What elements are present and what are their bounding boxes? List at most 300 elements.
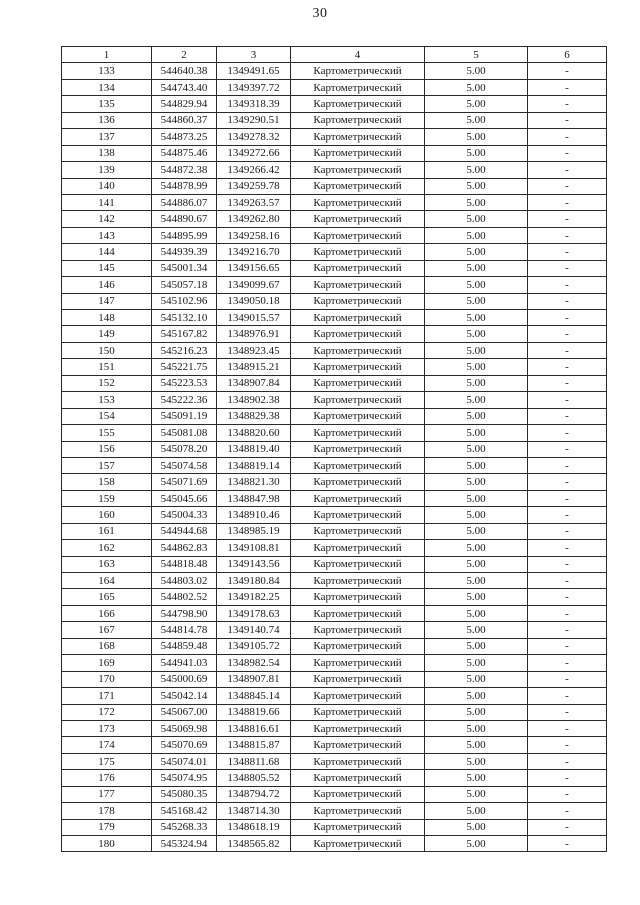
y-coordinate-cell: 1349258.16: [217, 227, 291, 243]
y-coordinate-cell: 1349318.39: [217, 96, 291, 112]
x-coordinate-cell: 544743.40: [152, 79, 217, 95]
y-coordinate-cell: 1349397.72: [217, 79, 291, 95]
table-row: [62, 162, 607, 178]
table-row: [62, 112, 607, 128]
description-cell: -: [528, 129, 607, 145]
description-cell: -: [528, 589, 607, 605]
table-row: [62, 178, 607, 194]
accuracy-cell: 5.00: [425, 803, 528, 819]
description-cell: -: [528, 622, 607, 638]
point-number-cell: 142: [62, 211, 152, 227]
description-cell: -: [528, 457, 607, 473]
method-cell: Картометрический: [291, 605, 425, 621]
method-cell: Картометрический: [291, 441, 425, 457]
y-coordinate-cell: 1348845.14: [217, 688, 291, 704]
accuracy-cell: 5.00: [425, 408, 528, 424]
table-row: [62, 260, 607, 276]
accuracy-cell: 5.00: [425, 359, 528, 375]
point-number-cell: 137: [62, 129, 152, 145]
method-cell: Картометрический: [291, 112, 425, 128]
point-number-cell: 147: [62, 293, 152, 309]
accuracy-cell: 5.00: [425, 194, 528, 210]
x-coordinate-cell: 544829.94: [152, 96, 217, 112]
accuracy-cell: 5.00: [425, 129, 528, 145]
x-coordinate-cell: 545216.23: [152, 342, 217, 358]
y-coordinate-cell: 1349290.51: [217, 112, 291, 128]
table-row: [62, 638, 607, 654]
table-row: [62, 375, 607, 391]
accuracy-cell: 5.00: [425, 227, 528, 243]
x-coordinate-cell: 544802.52: [152, 589, 217, 605]
point-number-cell: 144: [62, 244, 152, 260]
point-number-cell: 179: [62, 819, 152, 835]
description-cell: -: [528, 474, 607, 490]
point-number-cell: 146: [62, 277, 152, 293]
point-number-cell: 175: [62, 753, 152, 769]
description-cell: -: [528, 162, 607, 178]
accuracy-cell: 5.00: [425, 819, 528, 835]
point-number-cell: 176: [62, 770, 152, 786]
description-cell: -: [528, 786, 607, 802]
method-cell: Картометрический: [291, 737, 425, 753]
point-number-cell: 171: [62, 688, 152, 704]
accuracy-cell: 5.00: [425, 474, 528, 490]
accuracy-cell: 5.00: [425, 260, 528, 276]
table-row: [62, 293, 607, 309]
accuracy-cell: 5.00: [425, 63, 528, 79]
x-coordinate-cell: 545045.66: [152, 490, 217, 506]
point-number-cell: 150: [62, 342, 152, 358]
accuracy-cell: 5.00: [425, 112, 528, 128]
accuracy-cell: 5.00: [425, 589, 528, 605]
accuracy-cell: 5.00: [425, 753, 528, 769]
description-cell: -: [528, 277, 607, 293]
description-cell: -: [528, 556, 607, 572]
description-cell: -: [528, 244, 607, 260]
x-coordinate-cell: 544873.25: [152, 129, 217, 145]
y-coordinate-cell: 1348714.30: [217, 803, 291, 819]
method-cell: Картометрический: [291, 688, 425, 704]
table-row: [62, 523, 607, 539]
method-cell: Картометрический: [291, 145, 425, 161]
method-cell: Картометрический: [291, 425, 425, 441]
description-cell: -: [528, 79, 607, 95]
point-number-cell: 140: [62, 178, 152, 194]
description-cell: -: [528, 671, 607, 687]
table-row: [62, 277, 607, 293]
accuracy-cell: 5.00: [425, 277, 528, 293]
description-cell: -: [528, 178, 607, 194]
accuracy-cell: 5.00: [425, 737, 528, 753]
method-cell: Картометрический: [291, 786, 425, 802]
y-coordinate-cell: 1348907.81: [217, 671, 291, 687]
description-cell: -: [528, 342, 607, 358]
point-number-cell: 135: [62, 96, 152, 112]
y-coordinate-cell: 1348821.30: [217, 474, 291, 490]
table-row: [62, 605, 607, 621]
y-coordinate-cell: 1348816.61: [217, 720, 291, 736]
table-row: [62, 704, 607, 720]
description-cell: -: [528, 260, 607, 276]
x-coordinate-cell: 545000.69: [152, 671, 217, 687]
accuracy-cell: 5.00: [425, 655, 528, 671]
point-number-cell: 165: [62, 589, 152, 605]
y-coordinate-cell: 1348815.87: [217, 737, 291, 753]
table-header: [62, 47, 607, 63]
table-row: [62, 589, 607, 605]
description-cell: -: [528, 523, 607, 539]
point-number-cell: 145: [62, 260, 152, 276]
y-coordinate-cell: 1349015.57: [217, 310, 291, 326]
method-cell: Картометрический: [291, 803, 425, 819]
x-coordinate-cell: 544798.90: [152, 605, 217, 621]
x-coordinate-cell: 544818.48: [152, 556, 217, 572]
table-row: [62, 441, 607, 457]
description-cell: -: [528, 425, 607, 441]
accuracy-cell: 5.00: [425, 425, 528, 441]
description-cell: -: [528, 737, 607, 753]
point-number-cell: 133: [62, 63, 152, 79]
description-cell: -: [528, 408, 607, 424]
y-coordinate-cell: 1349182.25: [217, 589, 291, 605]
table-row: [62, 227, 607, 243]
x-coordinate-cell: 545168.42: [152, 803, 217, 819]
description-cell: -: [528, 819, 607, 835]
description-cell: -: [528, 375, 607, 391]
point-number-cell: 159: [62, 490, 152, 506]
column-header-6: 6: [528, 47, 607, 63]
y-coordinate-cell: 1348976.91: [217, 326, 291, 342]
accuracy-cell: 5.00: [425, 688, 528, 704]
description-cell: -: [528, 490, 607, 506]
point-number-cell: 158: [62, 474, 152, 490]
method-cell: Картометрический: [291, 227, 425, 243]
accuracy-cell: 5.00: [425, 326, 528, 342]
table-row: [62, 244, 607, 260]
x-coordinate-cell: 544939.39: [152, 244, 217, 260]
point-number-cell: 170: [62, 671, 152, 687]
point-number-cell: 172: [62, 704, 152, 720]
y-coordinate-cell: 1348618.19: [217, 819, 291, 835]
accuracy-cell: 5.00: [425, 523, 528, 539]
x-coordinate-cell: 545091.19: [152, 408, 217, 424]
description-cell: -: [528, 211, 607, 227]
point-number-cell: 156: [62, 441, 152, 457]
table-row: [62, 737, 607, 753]
table-row: [62, 408, 607, 424]
accuracy-cell: 5.00: [425, 162, 528, 178]
description-cell: -: [528, 655, 607, 671]
table-row: [62, 688, 607, 704]
accuracy-cell: 5.00: [425, 540, 528, 556]
x-coordinate-cell: 545081.08: [152, 425, 217, 441]
column-header-1: 1: [62, 47, 152, 63]
y-coordinate-cell: 1348902.38: [217, 392, 291, 408]
y-coordinate-cell: 1349180.84: [217, 573, 291, 589]
x-coordinate-cell: 544803.02: [152, 573, 217, 589]
y-coordinate-cell: 1348794.72: [217, 786, 291, 802]
column-header-4: 4: [291, 47, 425, 63]
table-row: [62, 556, 607, 572]
method-cell: Картометрический: [291, 622, 425, 638]
method-cell: Картометрический: [291, 457, 425, 473]
table-row: [62, 96, 607, 112]
description-cell: -: [528, 720, 607, 736]
y-coordinate-cell: 1349143.56: [217, 556, 291, 572]
y-coordinate-cell: 1348982.54: [217, 655, 291, 671]
x-coordinate-cell: 544814.78: [152, 622, 217, 638]
description-cell: -: [528, 507, 607, 523]
x-coordinate-cell: 544944.68: [152, 523, 217, 539]
column-header-5: 5: [425, 47, 528, 63]
y-coordinate-cell: 1348819.40: [217, 441, 291, 457]
description-cell: -: [528, 227, 607, 243]
method-cell: Картометрический: [291, 326, 425, 342]
description-cell: -: [528, 326, 607, 342]
description-cell: -: [528, 63, 607, 79]
table-row: [62, 753, 607, 769]
column-header-3: 3: [217, 47, 291, 63]
point-number-cell: 157: [62, 457, 152, 473]
method-cell: Картометрический: [291, 63, 425, 79]
y-coordinate-cell: 1349140.74: [217, 622, 291, 638]
description-cell: -: [528, 359, 607, 375]
point-number-cell: 163: [62, 556, 152, 572]
y-coordinate-cell: 1348915.21: [217, 359, 291, 375]
x-coordinate-cell: 544941.03: [152, 655, 217, 671]
x-coordinate-cell: 545221.75: [152, 359, 217, 375]
point-number-cell: 174: [62, 737, 152, 753]
point-number-cell: 177: [62, 786, 152, 802]
x-coordinate-cell: 545069.98: [152, 720, 217, 736]
x-coordinate-cell: 545004.33: [152, 507, 217, 523]
point-number-cell: 149: [62, 326, 152, 342]
accuracy-cell: 5.00: [425, 145, 528, 161]
method-cell: Картометрический: [291, 540, 425, 556]
method-cell: Картометрический: [291, 359, 425, 375]
table-row: [62, 671, 607, 687]
accuracy-cell: 5.00: [425, 704, 528, 720]
x-coordinate-cell: 545222.36: [152, 392, 217, 408]
method-cell: Картометрический: [291, 836, 425, 852]
y-coordinate-cell: 1348820.60: [217, 425, 291, 441]
accuracy-cell: 5.00: [425, 79, 528, 95]
y-coordinate-cell: 1348847.98: [217, 490, 291, 506]
y-coordinate-cell: 1348829.38: [217, 408, 291, 424]
x-coordinate-cell: 545074.01: [152, 753, 217, 769]
method-cell: Картометрический: [291, 720, 425, 736]
method-cell: Картометрический: [291, 96, 425, 112]
accuracy-cell: 5.00: [425, 605, 528, 621]
x-coordinate-cell: 545167.82: [152, 326, 217, 342]
method-cell: Картометрический: [291, 671, 425, 687]
accuracy-cell: 5.00: [425, 622, 528, 638]
x-coordinate-cell: 545057.18: [152, 277, 217, 293]
point-number-cell: 136: [62, 112, 152, 128]
table-row: [62, 786, 607, 802]
x-coordinate-cell: 544860.37: [152, 112, 217, 128]
method-cell: Картометрический: [291, 490, 425, 506]
method-cell: Картометрический: [291, 342, 425, 358]
method-cell: Картометрический: [291, 819, 425, 835]
table-row: [62, 836, 607, 852]
header-row: [62, 47, 607, 63]
table-row: [62, 194, 607, 210]
method-cell: Картометрический: [291, 260, 425, 276]
description-cell: -: [528, 194, 607, 210]
y-coordinate-cell: 1349156.65: [217, 260, 291, 276]
y-coordinate-cell: 1348985.19: [217, 523, 291, 539]
x-coordinate-cell: 545067.00: [152, 704, 217, 720]
y-coordinate-cell: 1349266.42: [217, 162, 291, 178]
x-coordinate-cell: 545102.96: [152, 293, 217, 309]
method-cell: Картометрический: [291, 556, 425, 572]
point-number-cell: 153: [62, 392, 152, 408]
method-cell: Картометрический: [291, 474, 425, 490]
y-coordinate-cell: 1349108.81: [217, 540, 291, 556]
description-cell: -: [528, 836, 607, 852]
point-number-cell: 152: [62, 375, 152, 391]
point-number-cell: 178: [62, 803, 152, 819]
table-row: [62, 457, 607, 473]
point-number-cell: 141: [62, 194, 152, 210]
point-number-cell: 164: [62, 573, 152, 589]
description-cell: -: [528, 573, 607, 589]
table-row: [62, 507, 607, 523]
y-coordinate-cell: 1348910.46: [217, 507, 291, 523]
method-cell: Картометрический: [291, 244, 425, 260]
method-cell: Картометрический: [291, 507, 425, 523]
x-coordinate-cell: 545132.10: [152, 310, 217, 326]
description-cell: -: [528, 803, 607, 819]
table-row: [62, 803, 607, 819]
y-coordinate-cell: 1349050.18: [217, 293, 291, 309]
y-coordinate-cell: 1348923.45: [217, 342, 291, 358]
table-row: [62, 326, 607, 342]
method-cell: Картометрический: [291, 408, 425, 424]
page-number: 30: [312, 6, 328, 21]
description-cell: -: [528, 540, 607, 556]
table-row: [62, 720, 607, 736]
x-coordinate-cell: 545324.94: [152, 836, 217, 852]
accuracy-cell: 5.00: [425, 441, 528, 457]
y-coordinate-cell: 1348565.82: [217, 836, 291, 852]
method-cell: Картометрический: [291, 178, 425, 194]
y-coordinate-cell: 1349262.80: [217, 211, 291, 227]
x-coordinate-cell: 545223.53: [152, 375, 217, 391]
x-coordinate-cell: 544890.67: [152, 211, 217, 227]
method-cell: Картометрический: [291, 573, 425, 589]
x-coordinate-cell: 545042.14: [152, 688, 217, 704]
description-cell: -: [528, 293, 607, 309]
description-cell: -: [528, 638, 607, 654]
table-row: [62, 359, 607, 375]
x-coordinate-cell: 544859.48: [152, 638, 217, 654]
accuracy-cell: 5.00: [425, 375, 528, 391]
coordinates-table: [61, 46, 607, 852]
table-row: [62, 79, 607, 95]
table-row: [62, 770, 607, 786]
method-cell: Картометрический: [291, 375, 425, 391]
table-row: [62, 540, 607, 556]
accuracy-cell: 5.00: [425, 96, 528, 112]
point-number-cell: 173: [62, 720, 152, 736]
accuracy-cell: 5.00: [425, 178, 528, 194]
y-coordinate-cell: 1349216.70: [217, 244, 291, 260]
x-coordinate-cell: 545001.34: [152, 260, 217, 276]
x-coordinate-cell: 544872.38: [152, 162, 217, 178]
table-row: [62, 342, 607, 358]
table-row: [62, 819, 607, 835]
method-cell: Картометрический: [291, 79, 425, 95]
accuracy-cell: 5.00: [425, 671, 528, 687]
y-coordinate-cell: 1348819.66: [217, 704, 291, 720]
accuracy-cell: 5.00: [425, 342, 528, 358]
table-row: [62, 573, 607, 589]
x-coordinate-cell: 545074.58: [152, 457, 217, 473]
point-number-cell: 151: [62, 359, 152, 375]
table-row: [62, 490, 607, 506]
point-number-cell: 143: [62, 227, 152, 243]
point-number-cell: 162: [62, 540, 152, 556]
x-coordinate-cell: 544640.38: [152, 63, 217, 79]
method-cell: Картометрический: [291, 277, 425, 293]
table-row: [62, 145, 607, 161]
point-number-cell: 168: [62, 638, 152, 654]
point-number-cell: 180: [62, 836, 152, 852]
method-cell: Картометрический: [291, 753, 425, 769]
table-row: [62, 63, 607, 79]
method-cell: Картометрический: [291, 655, 425, 671]
accuracy-cell: 5.00: [425, 293, 528, 309]
accuracy-cell: 5.00: [425, 720, 528, 736]
y-coordinate-cell: 1349259.78: [217, 178, 291, 194]
method-cell: Картометрический: [291, 770, 425, 786]
accuracy-cell: 5.00: [425, 786, 528, 802]
y-coordinate-cell: 1348907.84: [217, 375, 291, 391]
x-coordinate-cell: 545070.69: [152, 737, 217, 753]
x-coordinate-cell: 545074.95: [152, 770, 217, 786]
method-cell: Картометрический: [291, 162, 425, 178]
x-coordinate-cell: 545078.20: [152, 441, 217, 457]
y-coordinate-cell: 1349263.57: [217, 194, 291, 210]
y-coordinate-cell: 1349491.65: [217, 63, 291, 79]
point-number-cell: 160: [62, 507, 152, 523]
table-row: [62, 310, 607, 326]
table-row: [62, 622, 607, 638]
table-row: [62, 474, 607, 490]
method-cell: Картометрический: [291, 589, 425, 605]
point-number-cell: 134: [62, 79, 152, 95]
accuracy-cell: 5.00: [425, 836, 528, 852]
y-coordinate-cell: 1349178.63: [217, 605, 291, 621]
description-cell: -: [528, 753, 607, 769]
point-number-cell: 138: [62, 145, 152, 161]
description-cell: -: [528, 688, 607, 704]
accuracy-cell: 5.00: [425, 457, 528, 473]
point-number-cell: 139: [62, 162, 152, 178]
method-cell: Картометрический: [291, 211, 425, 227]
y-coordinate-cell: 1349272.66: [217, 145, 291, 161]
y-coordinate-cell: 1349278.32: [217, 129, 291, 145]
description-cell: -: [528, 112, 607, 128]
method-cell: Картометрический: [291, 293, 425, 309]
y-coordinate-cell: 1348811.68: [217, 753, 291, 769]
method-cell: Картометрический: [291, 704, 425, 720]
accuracy-cell: 5.00: [425, 310, 528, 326]
accuracy-cell: 5.00: [425, 392, 528, 408]
table-row: [62, 211, 607, 227]
